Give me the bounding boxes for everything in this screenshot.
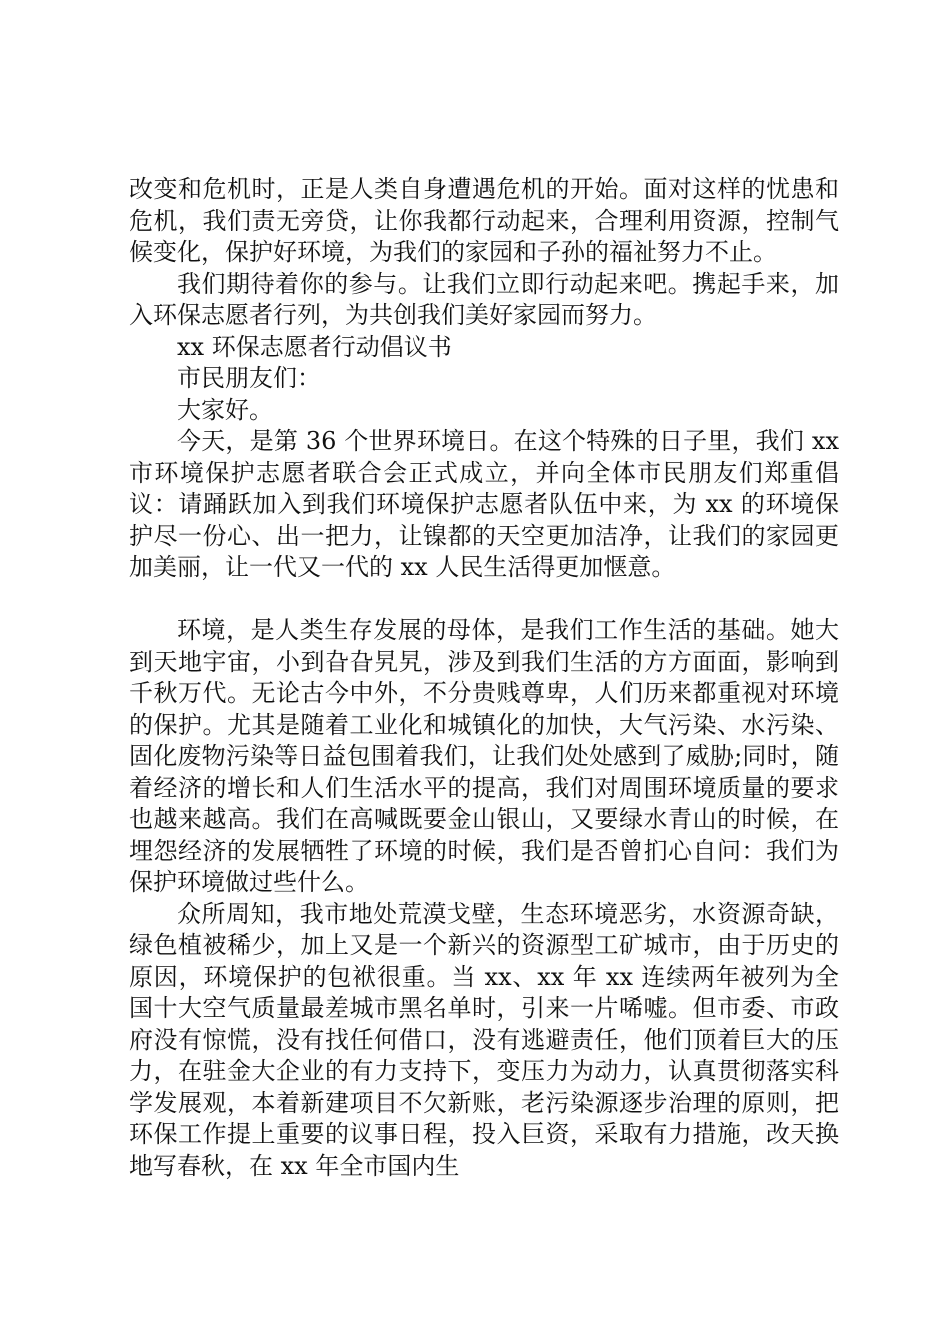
paragraph-announcement: 今天，是第 36 个世界环境日。在这个特殊的日子里，我们 xx 市环境保护志愿者联合会正式成立，并向全体市民朋友们郑重倡议：请踊跃加入到我们环境保护志愿者队伍中来，为 xx 的环境保护尽一份心、出一把力，让镍都的天空更加洁净，让我们的家园更加美丽，让一代又一代的 xx 人民生活得更加惬意。 — [129, 427, 839, 581]
paragraph-city-history: 众所周知，我市地处荒漠戈壁，生态环境恶劣，水资源奇缺，绿色植被稀少，加上又是一个新兴的资源型工矿城市，由于历史的原因，环境保护的包袱很重。当 xx、xx 年 xx 连续两年被列为全国十大空气质量最差城市黑名单时，引来一片唏嘘。但市委、市政府没有惊慌，没有找任何借口，没有逃避责任，他们顶着巨大的压力，在驻金大企业的有力支持下，变压力为动力，认真贯彻落实科学发展观，本着新建项目不欠新账，老污染源逐步治理的原则，把环保工作提上重要的议事日程，投入巨资，采取有力措施，改天换地写春秋，在 xx 年全市国内生 — [129, 899, 839, 1180]
paragraph-closing-appeal: 改变和危机时，正是人类自身遭遇危机的开始。面对这样的忧患和危机，我们责无旁贷，让你我都行动起来，合理利用资源，控制气候变化，保护好环境，为我们的家园和子孙的福祉努力不止。 — [129, 175, 839, 266]
document-body — [129, 174, 839, 1182]
blank-line — [129, 584, 839, 616]
document-heading: xx 环保志愿者行动倡议书 — [177, 332, 452, 361]
paragraph-environment: 环境，是人类生存发展的母体，是我们工作生活的基础。她大到天地宇宙，小到旮旮旯旯，涉及到我们生活的方方面面，影响到千秋万代。无论古今中外，不分贵贱尊卑，人们历来都重视对环境的保护。尤其是随着工业化和城镇化的加快，大气污染、水污染、固化废物污染等日益包围着我们，让我们处处感到了威胁;同时，随着经济的增长和人们生活水平的提高，我们对周围环境质量的要求也越来越高。我们在高喊既要金山银山，又要绿水青山的时候，在埋怨经济的发展牺牲了环境的时候，我们是否曾扪心自问：我们为保护环境做过些什么。 — [129, 616, 839, 896]
greeting: 大家好。 — [177, 395, 273, 424]
paragraph-call-to-action: 我们期待着你的参与。让我们立即行动起来吧。携起手来，加入环保志愿者行列，为共创我们美好家园而努力。 — [129, 269, 839, 329]
salutation: 市民朋友们： — [177, 364, 321, 392]
